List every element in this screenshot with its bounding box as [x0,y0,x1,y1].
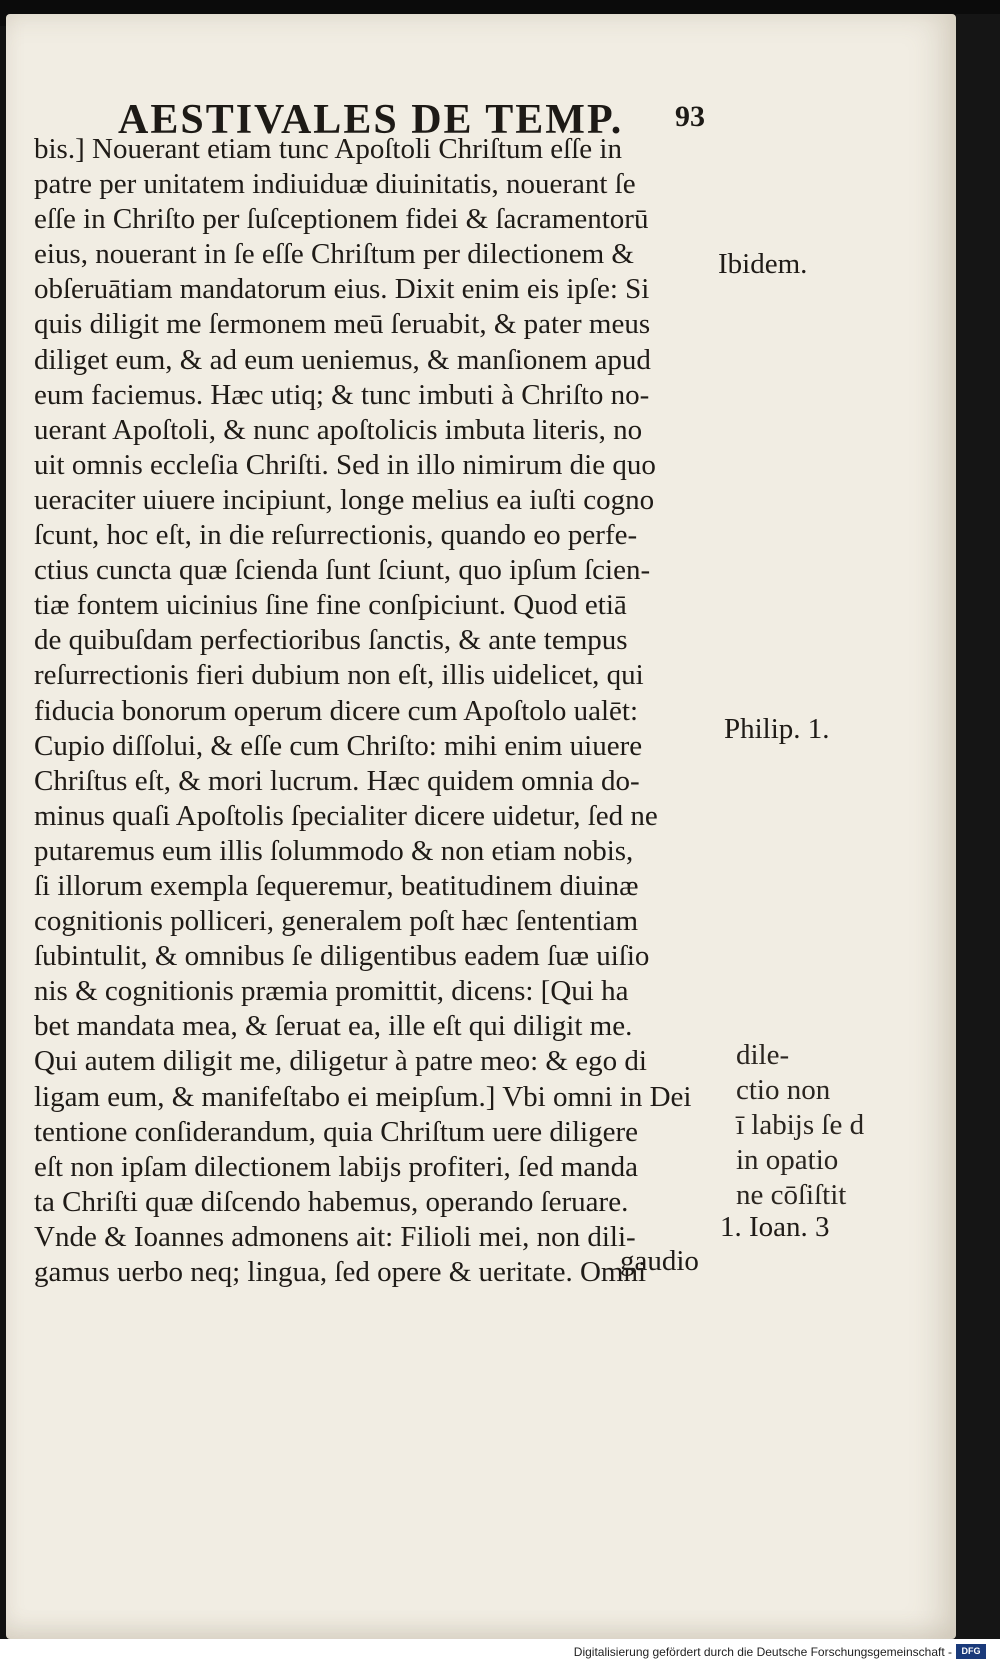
text-line: ſi illorum exempla ſequeremur, beatitudinem diuinæ [34,869,639,902]
text-line: gamus uerbo neq; lingua, ſed opere & ueritate. Omni [34,1256,647,1288]
running-title: AESTIVALES DE TEMP. [118,97,624,143]
margin-note-ibidem: Ibidem. [718,248,808,280]
text-line: Chriſtus eſt, & mori lucrum. Hæc quidem omnia do- [34,764,640,797]
text-line: ſubintulit, & omnibus ſe diligentibus eadem ſuæ uiſio [34,940,650,973]
text-line: ſcunt, hoc eſt, in die reſurrectionis, quando eo perfe- [34,519,638,552]
text-line: bis.] Nouerant etiam tunc Apoſtoli Chriſtum eſſe in [34,133,622,165]
margin-note-line: ctio non [736,1074,831,1106]
main-text-block [34,132,734,1290]
margin-note-line: ne cōſiſtit [736,1179,847,1211]
text-line: uerant Apoſtoli, & nunc apoſtolicis imbuta literis, no [34,413,643,446]
text-line: Qui autem diligit me, diligetur à patre meo: & ego di [34,1045,647,1078]
text-line: minus quaſi Apoſtolis ſpecialiter dicere uidetur, ſed ne [34,799,658,832]
text-line: tiæ fontem uicinius ſine fine conſpiciunt. Quod etiā [34,589,627,622]
text-line: eum faciemus. Hæc utiq; & tunc imbuti à Chriſto no- [34,378,650,411]
text-line: Cupio diſſolui, & eſſe cum Chriſto: mihi enim uiuere [34,729,643,762]
text-line: ctius cuncta quæ ſcienda ſunt ſciunt, quo ipſum ſcien- [34,554,651,587]
text-line: putaremus eum illis ſolummodo & non etiam nobis, [34,834,634,867]
catchword: gaudio [620,1245,699,1277]
text-line: patre per unitatem indiuiduæ diuinitatis, nouerant ſe [34,168,636,201]
text-line: ligam eum, & manifeſtabo ei meipſum.] Vbi omni in Dei [34,1080,692,1113]
text-line: eſt non ipſam dilectionem labijs profiteri, ſed manda [34,1150,639,1183]
text-line: nis & cognitionis præmia promittit, dicens: [Qui ha [34,975,629,1008]
digitization-credit: Digitalisierung gefördert durch die Deutsche Forschungsgemeinschaft - [573,1645,952,1659]
text-line: diliget eum, & ad eum ueniemus, & manſionem apud [34,343,651,376]
text-line: eſſe in Chriſto per ſuſceptionem fidei & ſacramentorū [34,203,649,236]
text-line: de quibuſdam perfectioribus ſanctis, & ante tempus [34,624,628,657]
margin-note-dilectio [736,1038,864,1213]
text-line: eius, nouerant in ſe eſſe Chriſtum per dilectionem & [34,238,634,271]
margin-note-ioan: 1. Ioan. 3 [720,1211,830,1243]
text-line: cognitionis polliceri, generalem poſt hæc ſententiam [34,905,639,938]
page-number: 93 [675,100,705,133]
text-line: bet mandata mea, & ſeruat ea, ille eſt qui diligit me. [34,1010,633,1043]
text-line: uit omnis eccleſia Chriſti. Sed in illo nimirum die quo [34,448,656,481]
scan-right-border [956,14,1000,1639]
margin-note-philip: Philip. 1. [724,713,830,745]
text-line: quis diligit me ſermonem meū ſeruabit, & pater meus [34,308,651,341]
text-line: Vnde & Ioannes admonens ait: Filioli mei, non dili- [34,1220,636,1253]
margin-note-line: ī labijs ſe d [736,1109,865,1141]
text-line: reſurrectionis fieri dubium non eſt, illis uidelicet, qui [34,659,644,692]
text-line: fiducia bonorum operum dicere cum Apoſtolo ualēt: [34,694,639,727]
text-line: ueraciter uiuere incipiunt, longe melius ea iuſti cogno [34,483,655,516]
margin-note-line: in opatio [736,1144,839,1176]
text-line: ta Chriſti quæ diſcendo habemus, operando ſeruare. [34,1185,629,1218]
dfg-logo: DFG [956,1644,986,1659]
text-line: obſeruātiam mandatorum eius. Dixit enim eis ipſe: Si [34,273,650,306]
text-line: tentione conſiderandum, quia Chriſtum uere diligere [34,1115,638,1148]
margin-note-line: dile- [736,1039,790,1071]
